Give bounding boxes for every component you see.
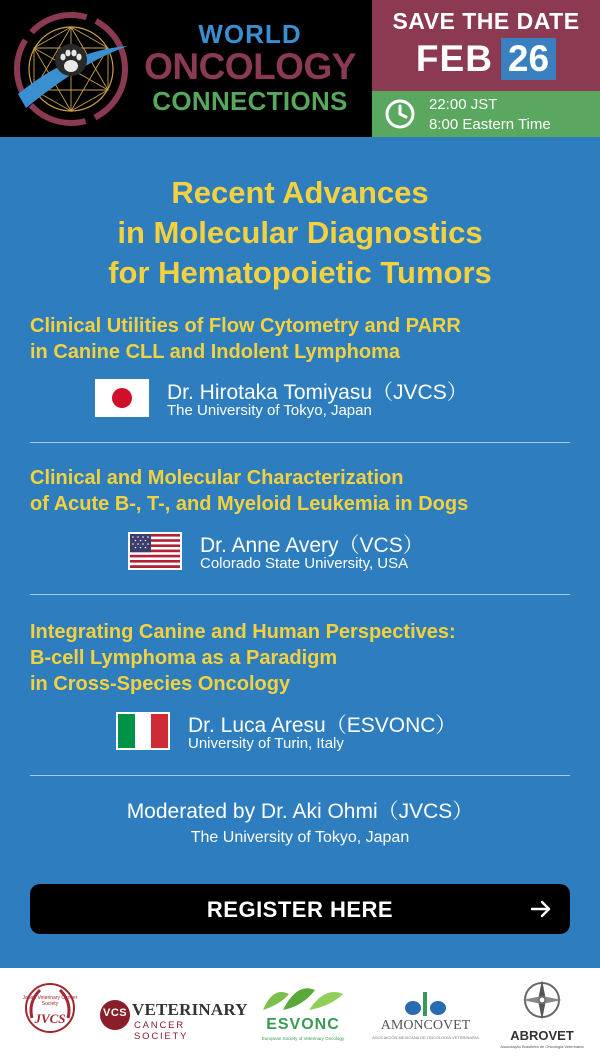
save-the-date-label: SAVE THE DATE xyxy=(392,8,580,34)
vcs-logo xyxy=(100,998,248,1042)
jvcs-wreath-icon xyxy=(22,980,78,1036)
date-month: FEB xyxy=(415,38,493,79)
sponsor-footer xyxy=(0,968,600,1061)
esvonc-full-name: European Society of Veterinary Oncology xyxy=(261,1036,345,1041)
title-line: in Molecular Diagnostics xyxy=(117,215,483,250)
title-line: Recent Advances xyxy=(171,175,429,210)
amoncovet-logo xyxy=(368,988,483,1048)
divider xyxy=(30,594,570,595)
main-content xyxy=(0,137,600,968)
event-date xyxy=(372,38,600,82)
jvcs-logo xyxy=(22,980,78,1050)
japan-flag-icon xyxy=(95,379,149,417)
italy-flag-icon xyxy=(116,712,170,750)
moderator-affiliation: The University of Tokyo, Japan xyxy=(190,829,410,846)
time-eastern: 8:00 Eastern Time xyxy=(429,116,551,133)
logo-wordmark xyxy=(134,20,366,120)
talk-title-line: Clinical and Molecular Characterization xyxy=(30,467,404,489)
amoncovet-animals-icon xyxy=(368,988,483,1018)
abrovet-caption: ABROVET xyxy=(510,1028,574,1043)
jvcs-caption: JVCS xyxy=(34,1011,66,1026)
paw-globe-icon xyxy=(12,10,130,128)
usa-flag-icon xyxy=(128,532,182,570)
amoncovet-caption: AMONCOVET xyxy=(380,1018,471,1033)
vcs-line1: VETERINARY xyxy=(132,1000,248,1019)
talk-title-line: in Canine CLL and Indolent Lymphoma xyxy=(30,341,401,363)
amoncovet-full-name: ASOCIACIÓN MEXICANA DE ONCOLOGÍA VETERINARIA xyxy=(372,1035,479,1040)
logo-word-connections: CONNECTIONS xyxy=(152,86,348,116)
talk-1-title xyxy=(30,313,461,365)
speaker-name: Dr. Hirotaka Tomiyasu（JVCS） xyxy=(167,381,468,404)
abrovet-logo xyxy=(492,976,592,1056)
esvonc-logo xyxy=(253,980,353,1052)
talk-2-title xyxy=(30,465,468,517)
divider xyxy=(30,442,570,443)
speaker-affiliation: Colorado State University, USA xyxy=(200,555,409,572)
arrow-right-icon xyxy=(530,898,552,920)
divider xyxy=(30,775,570,776)
logo-word-world: WORLD xyxy=(198,19,302,49)
header-banner xyxy=(0,0,600,137)
speaker-name: Dr. Anne Avery（VCS） xyxy=(200,534,424,557)
speaker-affiliation: The University of Tokyo, Japan xyxy=(167,402,372,419)
vcs-line2: CANCER SOCIETY xyxy=(134,1020,189,1042)
clock-icon xyxy=(384,98,416,130)
esvonc-leaves-icon xyxy=(253,980,353,1014)
abrovet-full-name: Associação Brasileira de Oncologia Veterinária xyxy=(500,1044,584,1049)
talk-title-line: Clinical Utilities of Flow Cytometry and PARR xyxy=(30,315,461,337)
talk-title-line: Integrating Canine and Human Perspectives: xyxy=(30,621,456,643)
save-the-date-box xyxy=(372,0,600,91)
vcs-mark: VCS xyxy=(103,1007,128,1019)
webinar-title xyxy=(0,173,600,293)
jvcs-full-name: Japan Veterinary Cancer Society xyxy=(22,995,78,1007)
abrovet-compass-icon xyxy=(492,976,592,1024)
talk-title-line: in Cross-Species Oncology xyxy=(30,673,291,695)
talk-title-line: of Acute B-, T-, and Myeloid Leukemia in Dogs xyxy=(30,493,469,515)
moderator-name: Moderated by Dr. Aki Ohmi（JVCS） xyxy=(126,800,474,823)
title-line: for Hematopoietic Tumors xyxy=(108,255,492,290)
world-oncology-connections-logo xyxy=(0,0,372,137)
talk-3-title xyxy=(30,619,456,697)
speaker-affiliation: University of Turin, Italy xyxy=(188,735,344,752)
esvonc-caption: ESVONC xyxy=(266,1016,340,1033)
event-time-box xyxy=(372,91,600,137)
talk-title-line: B-cell Lymphoma as a Paradigm xyxy=(30,647,338,669)
logo-word-oncology: ONCOLOGY xyxy=(144,46,356,87)
register-button-label: REGISTER HERE xyxy=(206,897,394,922)
date-day: 26 xyxy=(501,38,556,80)
register-button[interactable] xyxy=(30,884,570,934)
time-jst: 22:00 JST xyxy=(429,96,498,113)
speaker-name: Dr. Luca Aresu（ESVONC） xyxy=(188,714,457,737)
